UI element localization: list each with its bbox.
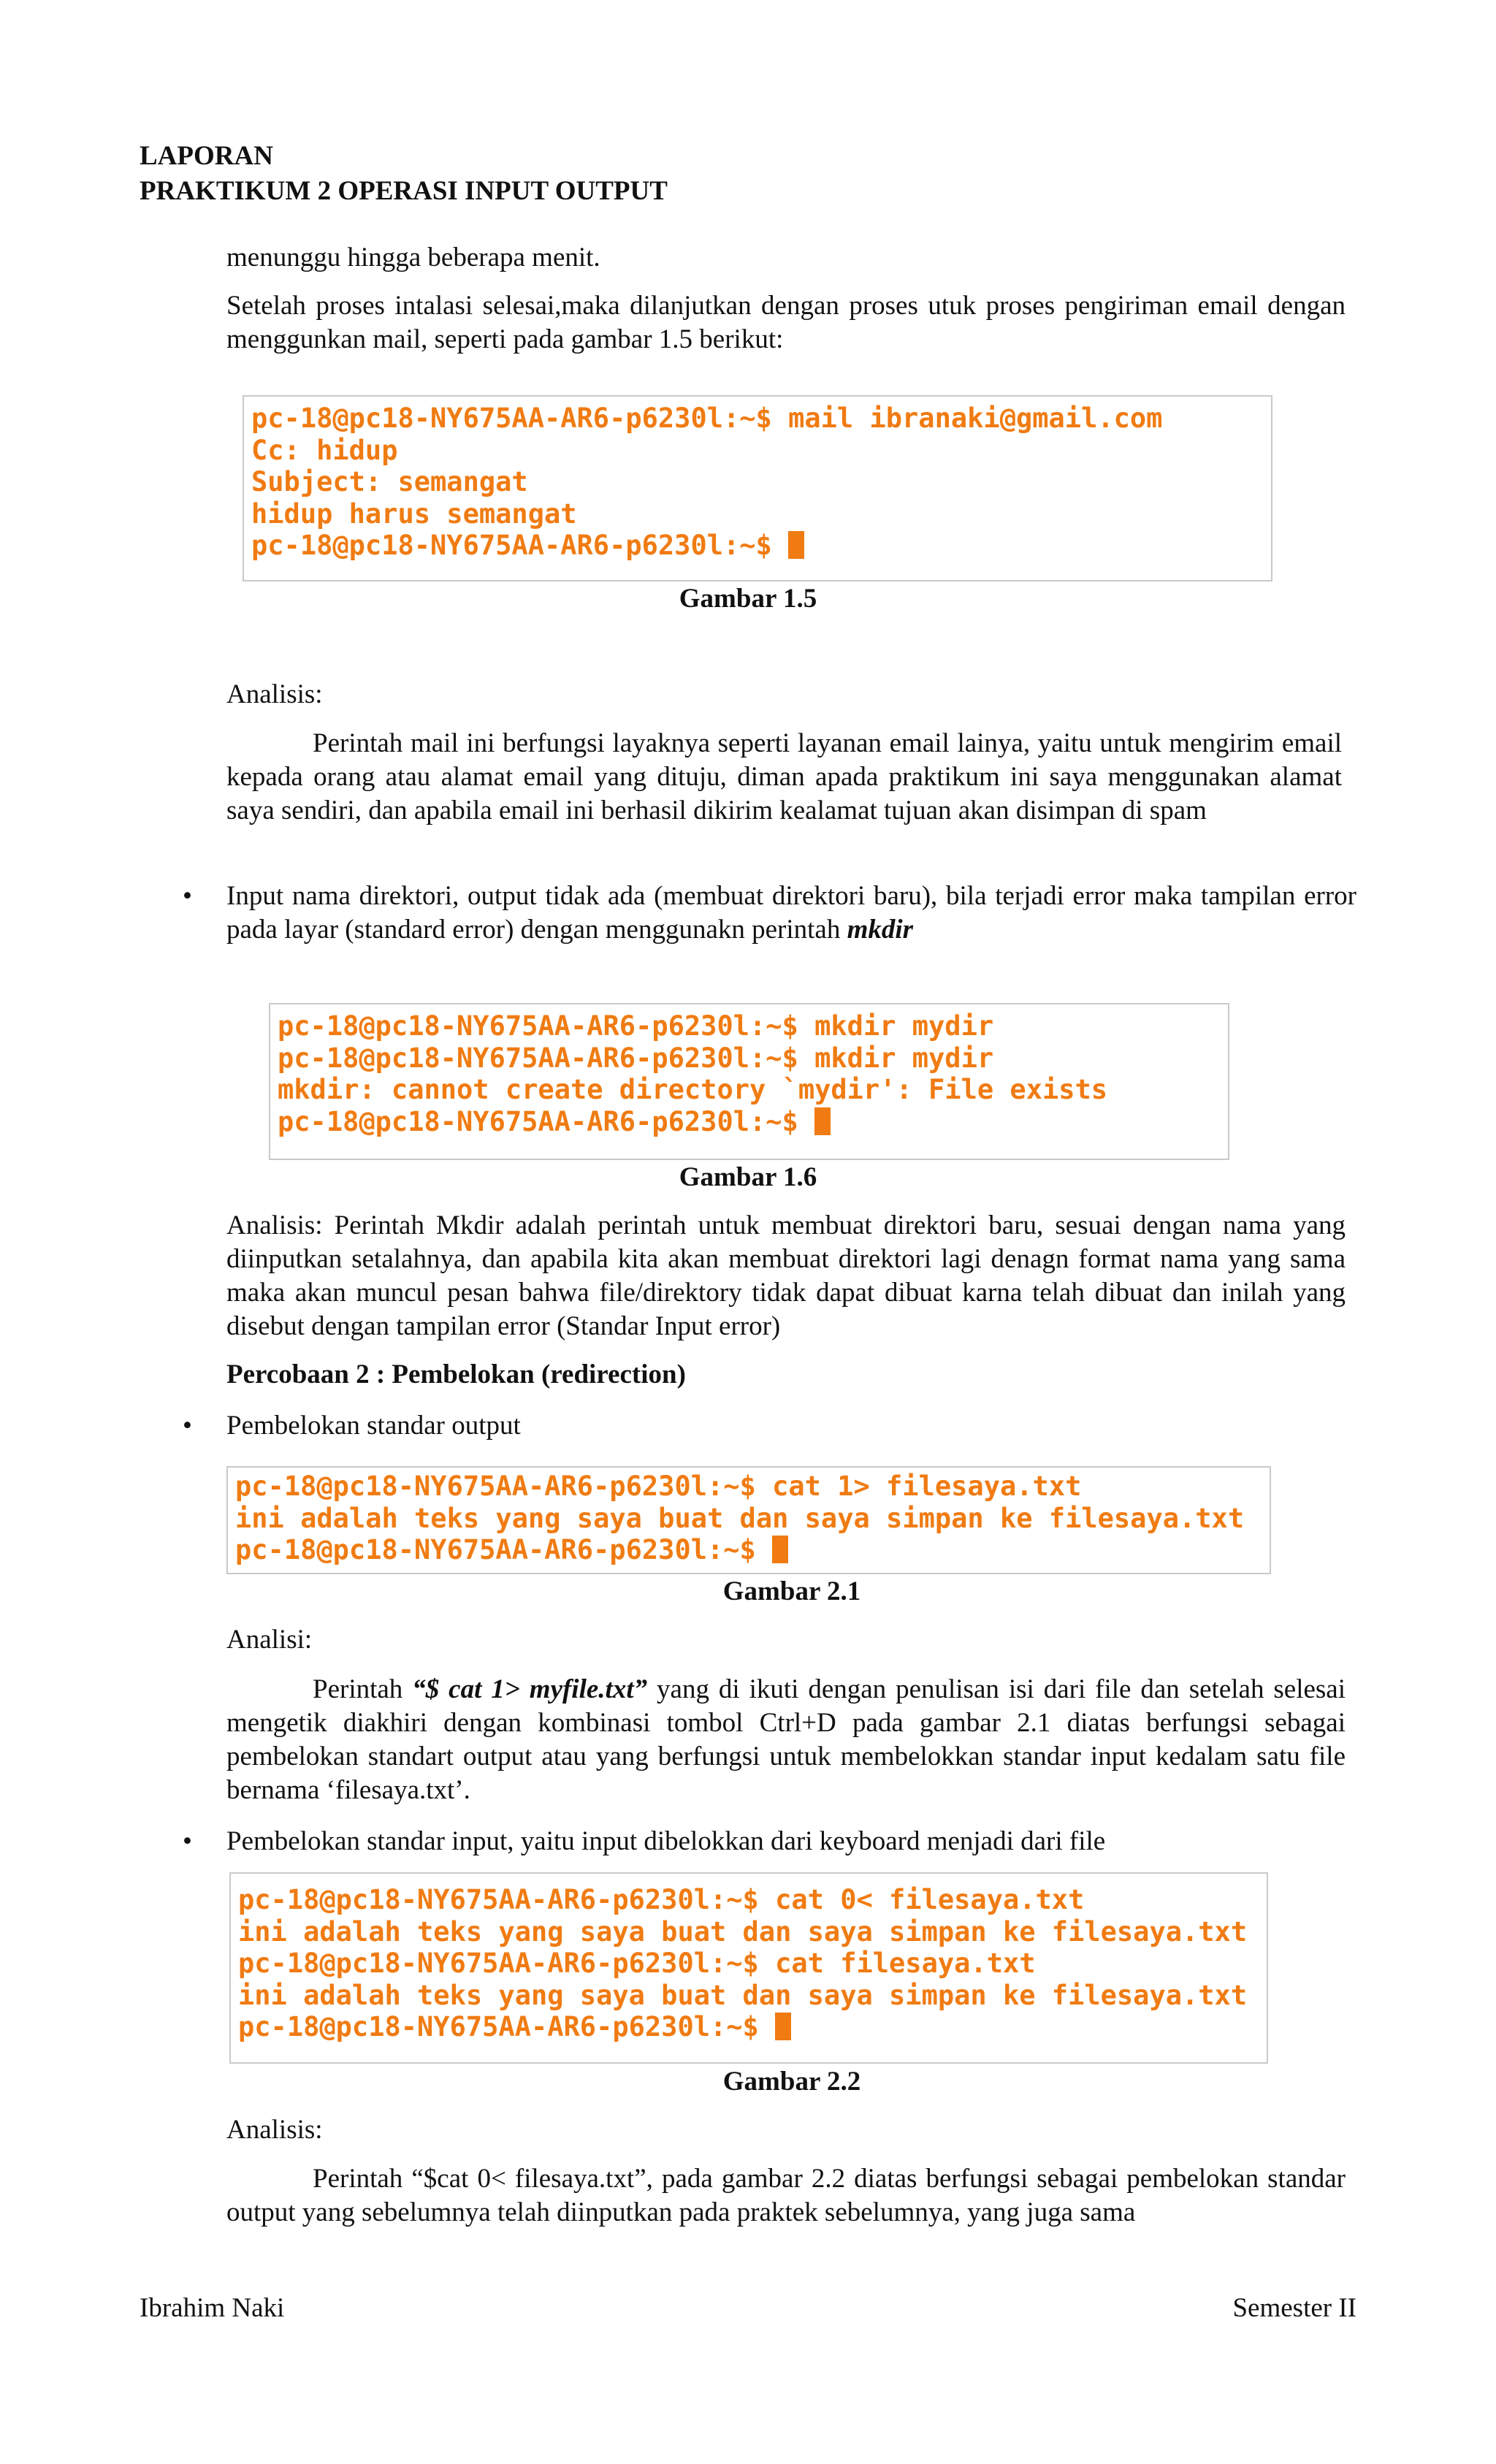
section-heading: Percobaan 2 : Pembelokan (redirection) bbox=[226, 1359, 686, 1389]
paragraph: Perintah “$cat 0< filesaya.txt”, pada gambar 2.2 diatas berfungsi sebagai pembelokan standar output yang sebelumnya telah diinputkan pada praktek sebelumnya, yang juga sama bbox=[226, 2164, 1346, 2227]
header-subtitle: PRAKTIKUM 2 OPERASI INPUT OUTPUT bbox=[140, 176, 668, 206]
header-title: LAPORAN bbox=[140, 141, 273, 171]
bullet-text-body: Input nama direktori, output tidak ada (membuat direktori baru), bila terjadi error maka tampilan error pada layar (standard error) dengan menggunakn perintah bbox=[226, 881, 1356, 945]
analysis-label: Analisis: bbox=[226, 679, 323, 709]
terminal-line: ini adalah teks yang saya buat dan saya simpan ke filesaya.txt bbox=[238, 1915, 1248, 1948]
figure-caption: Gambar 1.6 bbox=[679, 1162, 817, 1192]
cursor-block bbox=[775, 2013, 791, 2040]
terminal-screenshot bbox=[229, 1872, 1268, 2064]
terminal-line: pc-18@pc18-NY675AA-AR6-p6230l:~$ mkdir mydir bbox=[278, 1042, 994, 1074]
paragraph-text: yang di ikuti dengan penulisan isi dari file dan setelah selesai mengetik diakhiri dengan kombinasi tombol Ctrl+D pada gambar 2.1 diatas berfungsi sebagai pembelokan standart output atau yang berfungsi untuk membelokkan standar input kedalam satu file bernama ‘filesaya.txt’. bbox=[226, 1674, 1346, 1805]
paragraph bbox=[226, 1673, 1346, 1807]
terminal-line-prompt bbox=[251, 530, 1264, 562]
bullet-symbol: • bbox=[183, 1411, 192, 1441]
paragraph-text: Perintah bbox=[313, 1674, 413, 1704]
footer-author: Ibrahim Naki bbox=[140, 2293, 285, 2323]
footer-semester: Semester II bbox=[1232, 2293, 1356, 2323]
terminal-prompt: pc-18@pc18-NY675AA-AR6-p6230l:~$ bbox=[235, 1534, 773, 1565]
terminal-line-prompt bbox=[235, 1534, 1262, 1566]
terminal-line: pc-18@pc18-NY675AA-AR6-p6230l:~$ cat 0< filesaya.txt bbox=[238, 1884, 1085, 1915]
terminal-line: pc-18@pc18-NY675AA-AR6-p6230l:~$ cat 1> filesaya.txt bbox=[235, 1471, 1082, 1502]
terminal-line: Subject: semangat bbox=[251, 466, 528, 497]
terminal-line: pc-18@pc18-NY675AA-AR6-p6230l:~$ mkdir mydir bbox=[278, 1010, 994, 1042]
paragraph: menunggu hingga beberapa menit. bbox=[226, 243, 600, 272]
figure-caption: Gambar 2.2 bbox=[722, 2067, 861, 2097]
terminal-line: mkdir: cannot create directory `mydir': File exists bbox=[278, 1074, 1108, 1105]
terminal-line: Cc: hidup bbox=[251, 434, 398, 466]
cursor-block bbox=[814, 1107, 831, 1135]
terminal-screenshot bbox=[243, 395, 1272, 581]
terminal-prompt: pc-18@pc18-NY675AA-AR6-p6230l:~$ bbox=[278, 1105, 815, 1137]
terminal-line: pc-18@pc18-NY675AA-AR6-p6230l:~$ cat filesaya.txt bbox=[238, 1948, 1036, 1979]
bullet-text: Pembelokan standar output bbox=[226, 1411, 521, 1441]
bullet-text: Pembelokan standar input, yaitu input dibelokkan dari keyboard menjadi dari file bbox=[226, 1826, 1106, 1856]
figure-caption: Gambar 1.5 bbox=[679, 584, 817, 614]
command-name: mkdir bbox=[847, 915, 914, 945]
terminal-line-clipped bbox=[238, 1874, 1259, 1884]
cursor-block bbox=[788, 531, 804, 559]
terminal-screenshot bbox=[269, 1003, 1229, 1160]
paragraph: Perintah mail ini berfungsi layaknya seperti layanan email lainya, yaitu untuk mengirim email kepada orang atau alamat email yang dituju, diman apada praktikum ini saya menggunakan alamat saya sendiri, dan apabila email ini berhasil dikirim kealamat tujuan akan disimpan di spam bbox=[226, 728, 1342, 825]
analysis-label: Analisi: bbox=[226, 1625, 313, 1655]
analysis-label: Analisis: bbox=[226, 2115, 323, 2145]
bullet-symbol: • bbox=[183, 1826, 192, 1856]
terminal-line: pc-18@pc18-NY675AA-AR6-p6230l:~$ mail ibranaki@gmail.com bbox=[251, 403, 1163, 434]
command-quote: “$ cat 1> myfile.txt” bbox=[412, 1674, 648, 1704]
terminal-line-prompt bbox=[278, 1106, 1221, 1138]
terminal-line-prompt bbox=[238, 2011, 1259, 2043]
terminal-line: ini adalah teks yang saya buat dan saya simpan ke filesaya.txt bbox=[238, 1979, 1248, 2011]
terminal-screenshot bbox=[226, 1466, 1271, 1574]
terminal-prompt: pc-18@pc18-NY675AA-AR6-p6230l:~$ bbox=[238, 2011, 776, 2042]
paragraph: Setelah proses intalasi selesai,maka dilanjutkan dengan proses utuk proses pengiriman email dengan menggunkan mail, seperti pada gambar 1.5 berikut: bbox=[226, 291, 1346, 354]
paragraph: Analisis: Perintah Mkdir adalah perintah untuk membuat direktori baru, sesuai dengan nama yang diinputkan setalahnya, dan apabila kita akan membuat direktori lagi denagn format nama yang sama maka akan muncul pesan bahwa file/direktory tidak dapat dibuat karna telah dibuat dan inilah yang disebut dengan tampilan error (Standar Input error) bbox=[226, 1210, 1346, 1341]
report-header bbox=[140, 139, 668, 209]
terminal-line: hidup harus semangat bbox=[251, 497, 577, 530]
figure-caption: Gambar 2.1 bbox=[722, 1576, 861, 1606]
terminal-line: ini adalah teks yang saya buat dan saya simpan ke filesaya.txt bbox=[235, 1502, 1245, 1534]
bullet-symbol: • bbox=[183, 881, 192, 911]
cursor-block bbox=[772, 1536, 788, 1563]
bullet-text bbox=[226, 880, 1356, 947]
terminal-prompt: pc-18@pc18-NY675AA-AR6-p6230l:~$ bbox=[251, 530, 789, 561]
